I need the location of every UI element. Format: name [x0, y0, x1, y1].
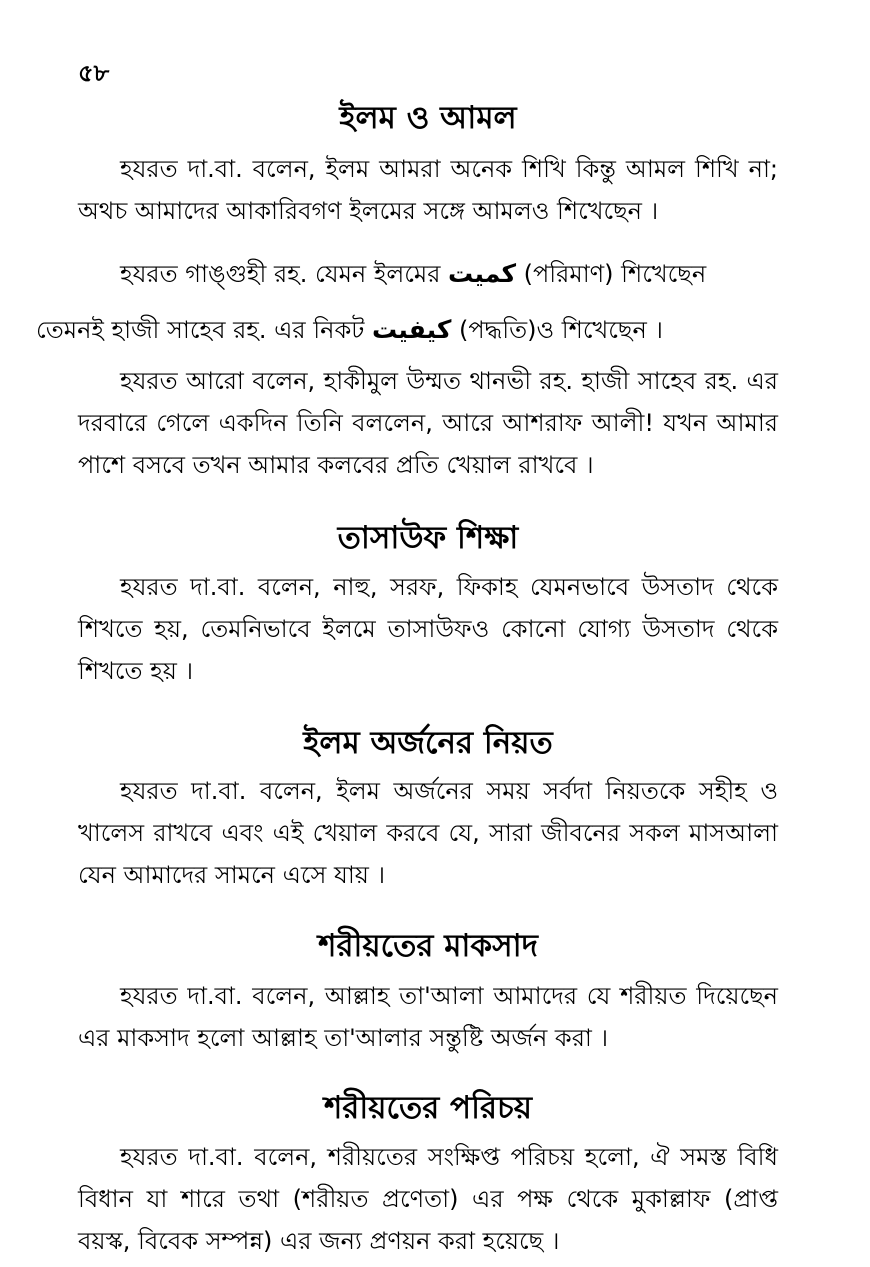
arabic-term: كيفيت: [371, 315, 452, 344]
section-heading-ilm-o-amal: ইলম ও আমল: [339, 100, 517, 136]
paragraph-text: (পদ্ধতি)ও শিখেছেন ।: [451, 316, 663, 344]
arabic-term: كميت: [448, 259, 517, 288]
section-heading-shariyater-maqsad: শরীয়তের মাকসাদ: [318, 928, 538, 964]
paragraph: হযরত দা.বা. বলেন, আল্লাহ তা'আলা আমাদের যে শরীয়ত দিয়েছেন এর মাকসাদ হলো আল্লাহ তা'আলার সন্তুষ্টি অর্জন করা ।: [78, 982, 778, 1052]
section-heading-ilm-arjaner-niyat: ইলম অর্জনের নিয়ত: [303, 725, 553, 761]
paragraph: হযরত দা.বা. বলেন, শরীয়তের সংক্ষিপ্ত পরিচয় হলো, ঐ সমস্ত বিধি বিধান যা শারে তথা (শরীয়ত প্রণেতা) এর পক্ষ থেকে মুকাল্লাফ (প্রাপ্ত বয়স্ক, বিবেক সম্পন্ন) এর জন্য প্রণয়ন করা হয়েছে ।: [78, 1143, 778, 1255]
paragraph-with-arabic: [36, 246, 778, 358]
paragraph: হযরত দা.বা. বলেন, নাহু, সরফ, ফিকাহ যেমনভাবে উসতাদ থেকে শিখতে হয়, তেমনিভাবে ইলমে তাসাউফও কোনো যোগ্য উসতাদ থেকে শিখতে হয় ।: [78, 573, 778, 685]
section-heading-shariyater-parichay: শরীয়তের পরিচয়: [323, 1090, 533, 1126]
paragraph: হযরত আরো বলেন, হাকীমুল উম্মত থানভী রহ. হাজী সাহেব রহ. এর দরবারে গেলে একদিন তিনি বললেন, আরে আশরাফ আলী! যখন আমার পাশে বসবে তখন আমার কলবের প্রতি খেয়াল রাখবে ।: [78, 367, 778, 479]
paragraph-text: (পরিমাণ) শিখেছেন: [516, 260, 707, 288]
paragraph-text: তেমনই হাজী সাহেব রহ. এর নিকট: [36, 316, 372, 344]
paragraph: হযরত দা.বা. বলেন, ইলম আমরা অনেক শিখি কিন্তু আমল শিখি না; অথচ আমাদের আকারিবগণ ইলমের সঙ্গে আমলও শিখেছেন ।: [78, 155, 778, 225]
page-number: ৫৮: [78, 59, 110, 87]
book-page: [36, 0, 778, 1267]
paragraph-text: হযরত গাঙ্গুহী রহ. যেমন ইলমের: [120, 260, 449, 288]
section-heading-tasawuf-shiksha: তাসাউফ শিক্ষা: [337, 520, 519, 556]
paragraph: হযরত দা.বা. বলেন, ইলম অর্জনের সময় সর্বদা নিয়তকে সহীহ ও খালেস রাখবে এবং এই খেয়াল করবে যে, সারা জীবনের সকল মাসআলা যেন আমাদের সামনে এসে যায় ।: [78, 777, 778, 889]
